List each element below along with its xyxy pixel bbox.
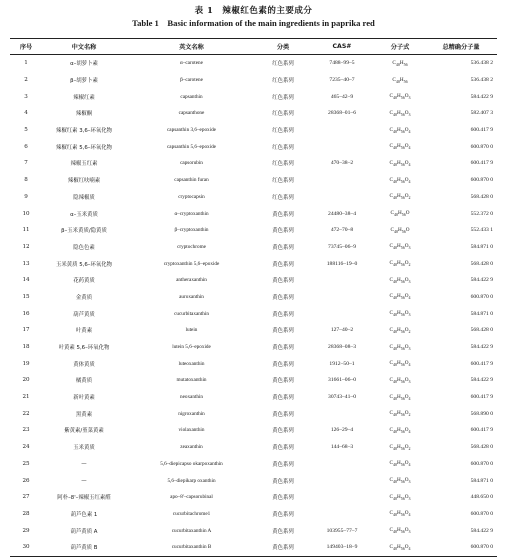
cell-english-name: cucurbitaxanthin A — [171, 527, 212, 534]
cell-category: 黄色系列 — [272, 345, 294, 352]
cell-exact-mass: 584.422 9 — [470, 377, 493, 384]
cell-english-name: nigroxanthin — [178, 410, 205, 417]
cell-cas-number: 30743–41–0 — [328, 394, 356, 401]
cell-index: 1 — [24, 60, 28, 67]
cell-index: 8 — [24, 177, 28, 184]
cell-cas-number: 144–68–3 — [330, 444, 354, 451]
cell-category: 黄色系列 — [272, 278, 294, 285]
cell-cas-number: 465–42–9 — [330, 93, 354, 100]
cell-category: 黄色系列 — [272, 511, 294, 518]
cell-english-name: cryptoxanthin 5,6–epoxide — [163, 260, 220, 267]
cell-index: 25 — [22, 460, 30, 467]
cell-category: 红色系列 — [272, 194, 294, 201]
cell-formula: $C_{40}H_{56}O_2$ — [389, 193, 411, 201]
cell-category: 黄色系列 — [272, 411, 294, 418]
cell-exact-mass: 568.428 0 — [470, 444, 493, 451]
cell-cas-number — [309, 189, 375, 206]
cell-cas-number — [309, 138, 375, 155]
cell-cas-number — [309, 122, 375, 139]
cell-category: 黄色系列 — [257, 539, 309, 556]
table-row — [10, 355, 497, 372]
table-row — [10, 389, 497, 406]
cell-english-name: cryptochrome — [177, 243, 206, 250]
cell-cas-number — [309, 289, 375, 306]
cell-exact-mass: 584.871 0 — [470, 310, 493, 317]
cell-formula: $C_{40}H_{56}O$ — [390, 210, 410, 218]
cell-formula: $C_{40}H_{56}O_4$ — [389, 360, 411, 368]
cell-cas-number: 24480–38–4 — [328, 210, 356, 217]
cell-english-name: auroxanthin — [179, 293, 204, 300]
cell-category: 黄色系列 — [272, 461, 294, 468]
cell-english-name: capsorubin — [180, 160, 203, 167]
cell-index: 21 — [22, 394, 30, 401]
cell-cas-number: 7488–99–5 — [329, 60, 355, 67]
cell-index: 17 — [22, 327, 30, 334]
cell-chinese-name: β–胡萝卜素 — [70, 78, 98, 85]
cell-formula: $C_{40}H_{56}O_3$ — [389, 276, 411, 284]
cell-chinese-name: 玉米黄质 — [73, 445, 95, 452]
table-row — [10, 472, 497, 489]
cell-chinese-name: α–胡萝卜素 — [70, 61, 98, 68]
cell-index: 29 — [22, 527, 30, 534]
cell-exact-mass: 536.438 2 — [470, 77, 493, 84]
cell-index: 4 — [24, 110, 28, 117]
cell-chinese-name: 葫芦黄质 A — [70, 528, 98, 535]
cell-formula: $C_{40}H_{56}O_3$ — [389, 477, 411, 485]
cell-cas-number — [309, 172, 375, 189]
cell-exact-mass: 600.870 0 — [470, 143, 493, 150]
cell-formula: $C_{40}H_{56}O_4$ — [389, 293, 411, 301]
header-formula: 分子式 — [375, 39, 425, 55]
cell-category: 黄色系列 — [272, 244, 294, 251]
cell-category: 红色系列 — [272, 178, 294, 185]
cell-formula: $C_{40}H_{56}O_2$ — [389, 260, 411, 268]
cell-formula: $C_{40}H_{56}$ — [392, 76, 408, 84]
cell-exact-mass: 568.428 0 — [470, 327, 493, 334]
cell-index: 15 — [22, 293, 30, 300]
cell-category: 黄色系列 — [272, 328, 294, 335]
cell-exact-mass: 536.438 2 — [470, 60, 493, 67]
table-row — [10, 439, 497, 456]
cell-english-name: neoxanthin — [179, 394, 204, 401]
table-row — [10, 138, 497, 155]
cell-exact-mass: 448.650 0 — [470, 494, 493, 501]
cell-formula: $C_{40}H_{56}O_4$ — [389, 176, 411, 184]
table-row — [10, 205, 497, 222]
table-row — [10, 189, 497, 206]
cell-category: 黄色系列 — [272, 428, 294, 435]
cell-exact-mass: 568.890 0 — [470, 410, 493, 417]
cell-exact-mass: 600.870 0 — [470, 293, 493, 300]
cell-formula: $C_{40}H_{56}O_4$ — [389, 126, 411, 134]
cell-category: 黄色系列 — [272, 261, 294, 268]
cell-english-name: luteoxanthin — [178, 360, 205, 367]
header-chinese-name: 中文名称 — [42, 39, 126, 55]
cell-english-name: cucurbitaxanthin B — [126, 539, 257, 556]
cell-chinese-name: 辣椒红素 3,6–环氧化物 — [55, 128, 113, 135]
table-row — [10, 55, 497, 72]
table-caption-en: Table 1 Basic information of the main ingredients in paprika red — [132, 18, 375, 28]
cell-formula: $C_{40}H_{56}O_3$ — [389, 310, 411, 318]
cell-index: 5 — [24, 127, 28, 134]
cell-cas-number: 7235–40–7 — [329, 77, 355, 84]
cell-category: 红色系列 — [272, 61, 294, 68]
cell-chinese-name: — — [81, 477, 87, 484]
cell-chinese-name: 黑黄素 — [75, 411, 93, 418]
cell-english-name: capsanthin 5,6–epoxide — [167, 143, 216, 150]
cell-index: 2 — [24, 77, 28, 84]
cell-category: 红色系列 — [272, 111, 294, 118]
cell-formula: $C_{40}H_{56}O_4$ — [389, 143, 411, 151]
cell-formula: $C_{40}H_{56}O_4$ — [389, 460, 411, 468]
cell-index: 12 — [22, 243, 30, 250]
cell-english-name: capsanthin — [180, 93, 203, 100]
cell-exact-mass: 600.870 0 — [470, 177, 493, 184]
cell-exact-mass: 600.417 9 — [470, 360, 493, 367]
cell-category: 黄色系列 — [272, 495, 294, 502]
table-row — [10, 456, 497, 473]
cell-cas-number — [309, 472, 375, 489]
cell-index: 16 — [22, 310, 30, 317]
cell-index: 9 — [24, 193, 28, 200]
cell-english-name: lutein 5,6–epoxide — [172, 344, 211, 351]
table-row — [10, 489, 497, 506]
cell-index: 28 — [22, 510, 30, 517]
cell-exact-mass: 600.417 9 — [470, 127, 493, 134]
cell-category: 黄色系列 — [272, 478, 294, 485]
cell-category: 黄色系列 — [272, 361, 294, 368]
cell-cas-number: 28368–01–6 — [328, 110, 356, 117]
cell-formula: $C_{40}H_{56}O$ — [390, 226, 410, 234]
cell-exact-mass: 584.871 0 — [470, 243, 493, 250]
cell-formula: $C_{40}H_{56}O_4$ — [389, 393, 411, 401]
cell-index: 3 — [24, 93, 28, 100]
table-row — [10, 222, 497, 239]
cell-exact-mass: 584.422 9 — [470, 344, 493, 351]
table-row — [10, 522, 497, 539]
cell-category: 红色系列 — [272, 94, 294, 101]
cell-category: 红色系列 — [272, 78, 294, 85]
cell-index: 22 — [22, 410, 30, 417]
cell-index: 13 — [22, 260, 30, 267]
cell-formula: $C_{40}H_{56}O_3$ — [389, 493, 411, 501]
cell-formula: $C_{40}H_{56}O_2$ — [389, 410, 411, 418]
table-row — [10, 172, 497, 189]
cell-english-name: α–carotene — [180, 60, 203, 67]
cell-chinese-name: 葫芦色素 1 — [70, 511, 98, 518]
cell-exact-mass: 584.871 0 — [470, 477, 493, 484]
cell-formula: $C_{40}H_{56}O_2$ — [389, 326, 411, 334]
cell-chinese-name: 紫黄素/堇菜黄素 — [64, 428, 104, 435]
cell-index: 10 — [22, 210, 30, 217]
cell-index: 27 — [22, 494, 30, 501]
cell-formula: $C_{40}H_{56}O_4$ — [389, 426, 411, 434]
cell-english-name: capsanthin furan — [174, 177, 209, 184]
cell-exact-mass: 584.422 9 — [470, 277, 493, 284]
table-row — [10, 405, 497, 422]
cell-index: 20 — [22, 377, 30, 384]
cell-index: 18 — [22, 344, 30, 351]
cell-formula: $C_{40}H_{56}O_3$ — [389, 527, 411, 535]
cell-english-name: violaxanthin — [178, 427, 205, 434]
cell-english-name: mutatoxanthin — [176, 377, 207, 384]
cell-category: 黄色系列 — [272, 528, 294, 535]
cell-exact-mass: 600.870 0 — [470, 510, 493, 517]
cell-exact-mass: 600.870 0 — [470, 460, 493, 467]
cell-formula: $C_{40}H_{56}O_3$ — [389, 243, 411, 251]
table-row — [10, 255, 497, 272]
cell-index: 6 — [24, 143, 28, 150]
table-row — [10, 239, 497, 256]
cell-category: 黄色系列 — [272, 395, 294, 402]
cell-exact-mass: 552.372 0 — [470, 210, 493, 217]
table-row — [10, 105, 497, 122]
table-row — [10, 272, 497, 289]
cell-category: 红色系列 — [272, 144, 294, 151]
cell-formula: $C_{40}H_{56}O_4$ — [375, 539, 425, 556]
cell-index: 23 — [22, 427, 30, 434]
cell-cas-number — [309, 305, 375, 322]
header-category: 分类 — [257, 39, 309, 55]
cell-index: 26 — [22, 477, 30, 484]
cell-chinese-name: 隐辣椒质 — [73, 194, 95, 201]
cell-formula: $C_{40}H_{56}O_4$ — [389, 159, 411, 167]
cell-chinese-name: β–玉米黄质/隐黄质 — [61, 228, 107, 235]
cell-category: 黄色系列 — [272, 294, 294, 301]
cell-exact-mass: 584.422 9 — [470, 527, 493, 534]
cell-cas-number: 103955–77–7 — [326, 527, 358, 534]
cell-category: 红色系列 — [272, 161, 294, 168]
cell-chinese-name: 隐色色素 — [73, 244, 95, 251]
cell-english-name: cucurbitachrome1 — [172, 510, 211, 517]
table-row — [10, 539, 497, 556]
table-row — [10, 372, 497, 389]
cell-cas-number — [309, 405, 375, 422]
cell-cas-number: 1912–50–1 — [329, 360, 355, 367]
cell-chinese-name: 叶黄素 5,6–环氧化物 — [58, 345, 110, 352]
cell-cas-number: 73745–06–9 — [328, 243, 356, 250]
cell-english-name: capsanthin 3,6–epoxide — [167, 127, 216, 134]
table-row — [10, 506, 497, 523]
cell-category: 黄色系列 — [272, 211, 294, 218]
cell-index: 19 — [22, 360, 30, 367]
table-caption-cn: 表 1 辣椒红色素的主要成分 — [194, 6, 313, 16]
cell-chinese-name: 阿朴–8'–辣椒玉红素醛 — [57, 495, 111, 502]
cell-english-name: cryptocapsin — [178, 193, 205, 200]
cell-index: 24 — [22, 444, 30, 451]
cell-chinese-name: 辣椒红素 — [73, 94, 95, 101]
cell-chinese-name: 橘黄质 — [75, 378, 93, 385]
cell-english-name: 5,6–diepicapso okarpoxanthin — [160, 460, 223, 467]
cell-chinese-name: 新叶黄素 — [73, 395, 95, 402]
cell-cas-number: 470–38–2 — [330, 160, 354, 167]
cell-english-name: capsanthone — [178, 110, 205, 117]
cell-formula: $C_{40}H_{56}$ — [392, 59, 408, 67]
cell-english-name: antheraxanthin — [176, 277, 207, 284]
cell-chinese-name: 叶黄素 — [75, 328, 93, 335]
cell-index: 30 — [10, 539, 42, 556]
cell-formula: $C_{40}H_{56}O_3$ — [389, 343, 411, 351]
cell-exact-mass: 600.417 9 — [470, 427, 493, 434]
cell-chinese-name: 辣椒红素 5,6–环氧化物 — [55, 144, 113, 151]
ingredients-table — [10, 38, 497, 557]
cell-chinese-name: 辣椒玉红素 — [70, 161, 98, 168]
cell-cas-number: 149403–18–9 — [309, 539, 375, 556]
cell-exact-mass: 582.407 3 — [470, 110, 493, 117]
cell-cas-number: 188116–19–0 — [326, 260, 358, 267]
header-exact-mass: 总精确分子量 — [425, 39, 497, 55]
table-row — [10, 422, 497, 439]
cell-chinese-name: 辣椒酮 — [75, 111, 93, 118]
cell-formula: $C_{40}H_{56}O_3$ — [389, 109, 411, 117]
table-header-row — [10, 39, 497, 55]
cell-category: 红色系列 — [272, 128, 294, 135]
cell-chinese-name: 葫芦黄质 — [73, 311, 95, 318]
cell-english-name: 5,6–diepikarp oxanthin — [167, 477, 216, 484]
cell-english-name: cucurbitaxanthin — [174, 310, 209, 317]
cell-formula: $C_{40}H_{56}O_3$ — [389, 93, 411, 101]
cell-cas-number — [309, 489, 375, 506]
cell-exact-mass: 584.422 9 — [470, 93, 493, 100]
cell-chinese-name: 辣椒红呋喃素 — [67, 178, 101, 185]
header-cas-number: CAS# — [309, 39, 375, 55]
cell-formula: $C_{40}H_{56}O_4$ — [389, 510, 411, 518]
cell-chinese-name: 金黄质 — [75, 294, 93, 301]
cell-cas-number: 126–29–4 — [330, 427, 354, 434]
cell-english-name: β–cryptoxanthin — [174, 227, 209, 234]
table-row — [10, 88, 497, 105]
cell-cas-number: 472–70–8 — [330, 227, 354, 234]
cell-formula: $C_{40}H_{56}O_2$ — [389, 443, 411, 451]
cell-chinese-name: 玉米黄质 5,6–环氧化物 — [55, 261, 113, 268]
cell-chinese-name: 黄体黄质 — [73, 361, 95, 368]
table-row — [10, 322, 497, 339]
cell-category: 黄色系列 — [272, 378, 294, 385]
cell-chinese-name: 葫芦黄质 B — [42, 539, 126, 556]
cell-exact-mass: 568.428 0 — [470, 193, 493, 200]
cell-index: 14 — [22, 277, 30, 284]
header-index: 序号 — [10, 39, 42, 55]
cell-category: 黄色系列 — [272, 445, 294, 452]
table-body — [10, 55, 497, 557]
cell-chinese-name: — — [81, 460, 87, 467]
cell-formula: $C_{40}H_{56}O_3$ — [389, 376, 411, 384]
cell-chinese-name: α–玉米黄质 — [70, 211, 98, 218]
cell-index: 7 — [24, 160, 28, 167]
table-row — [10, 339, 497, 356]
cell-english-name: apo–8'–capsorubinal — [170, 494, 213, 501]
cell-cas-number — [309, 506, 375, 523]
table-row — [10, 305, 497, 322]
cell-exact-mass: 568.428 0 — [470, 260, 493, 267]
cell-exact-mass: 600.870 0 — [425, 539, 497, 556]
table-row — [10, 155, 497, 172]
cell-index: 11 — [22, 227, 30, 234]
cell-cas-number — [309, 272, 375, 289]
cell-english-name: lutein — [185, 327, 198, 334]
cell-cas-number: 28368–08–3 — [328, 344, 356, 351]
cell-cas-number: 127–40–2 — [330, 327, 354, 334]
table-row — [10, 289, 497, 306]
header-english-name: 英文名称 — [126, 39, 257, 55]
table-row — [10, 122, 497, 139]
cell-exact-mass: 600.417 9 — [470, 394, 493, 401]
cell-english-name: β–carotene — [180, 77, 203, 84]
cell-exact-mass: 552.433 1 — [470, 227, 493, 234]
cell-category: 黄色系列 — [272, 228, 294, 235]
cell-cas-number: 31661–06–0 — [328, 377, 356, 384]
cell-category: 黄色系列 — [272, 311, 294, 318]
cell-chinese-name: 花药黄质 — [73, 278, 95, 285]
cell-cas-number — [309, 456, 375, 473]
table-row — [10, 72, 497, 89]
cell-english-name: zeaxanthin — [180, 444, 203, 451]
cell-english-name: α–cryptoxanthin — [174, 210, 209, 217]
cell-exact-mass: 600.417 9 — [470, 160, 493, 167]
